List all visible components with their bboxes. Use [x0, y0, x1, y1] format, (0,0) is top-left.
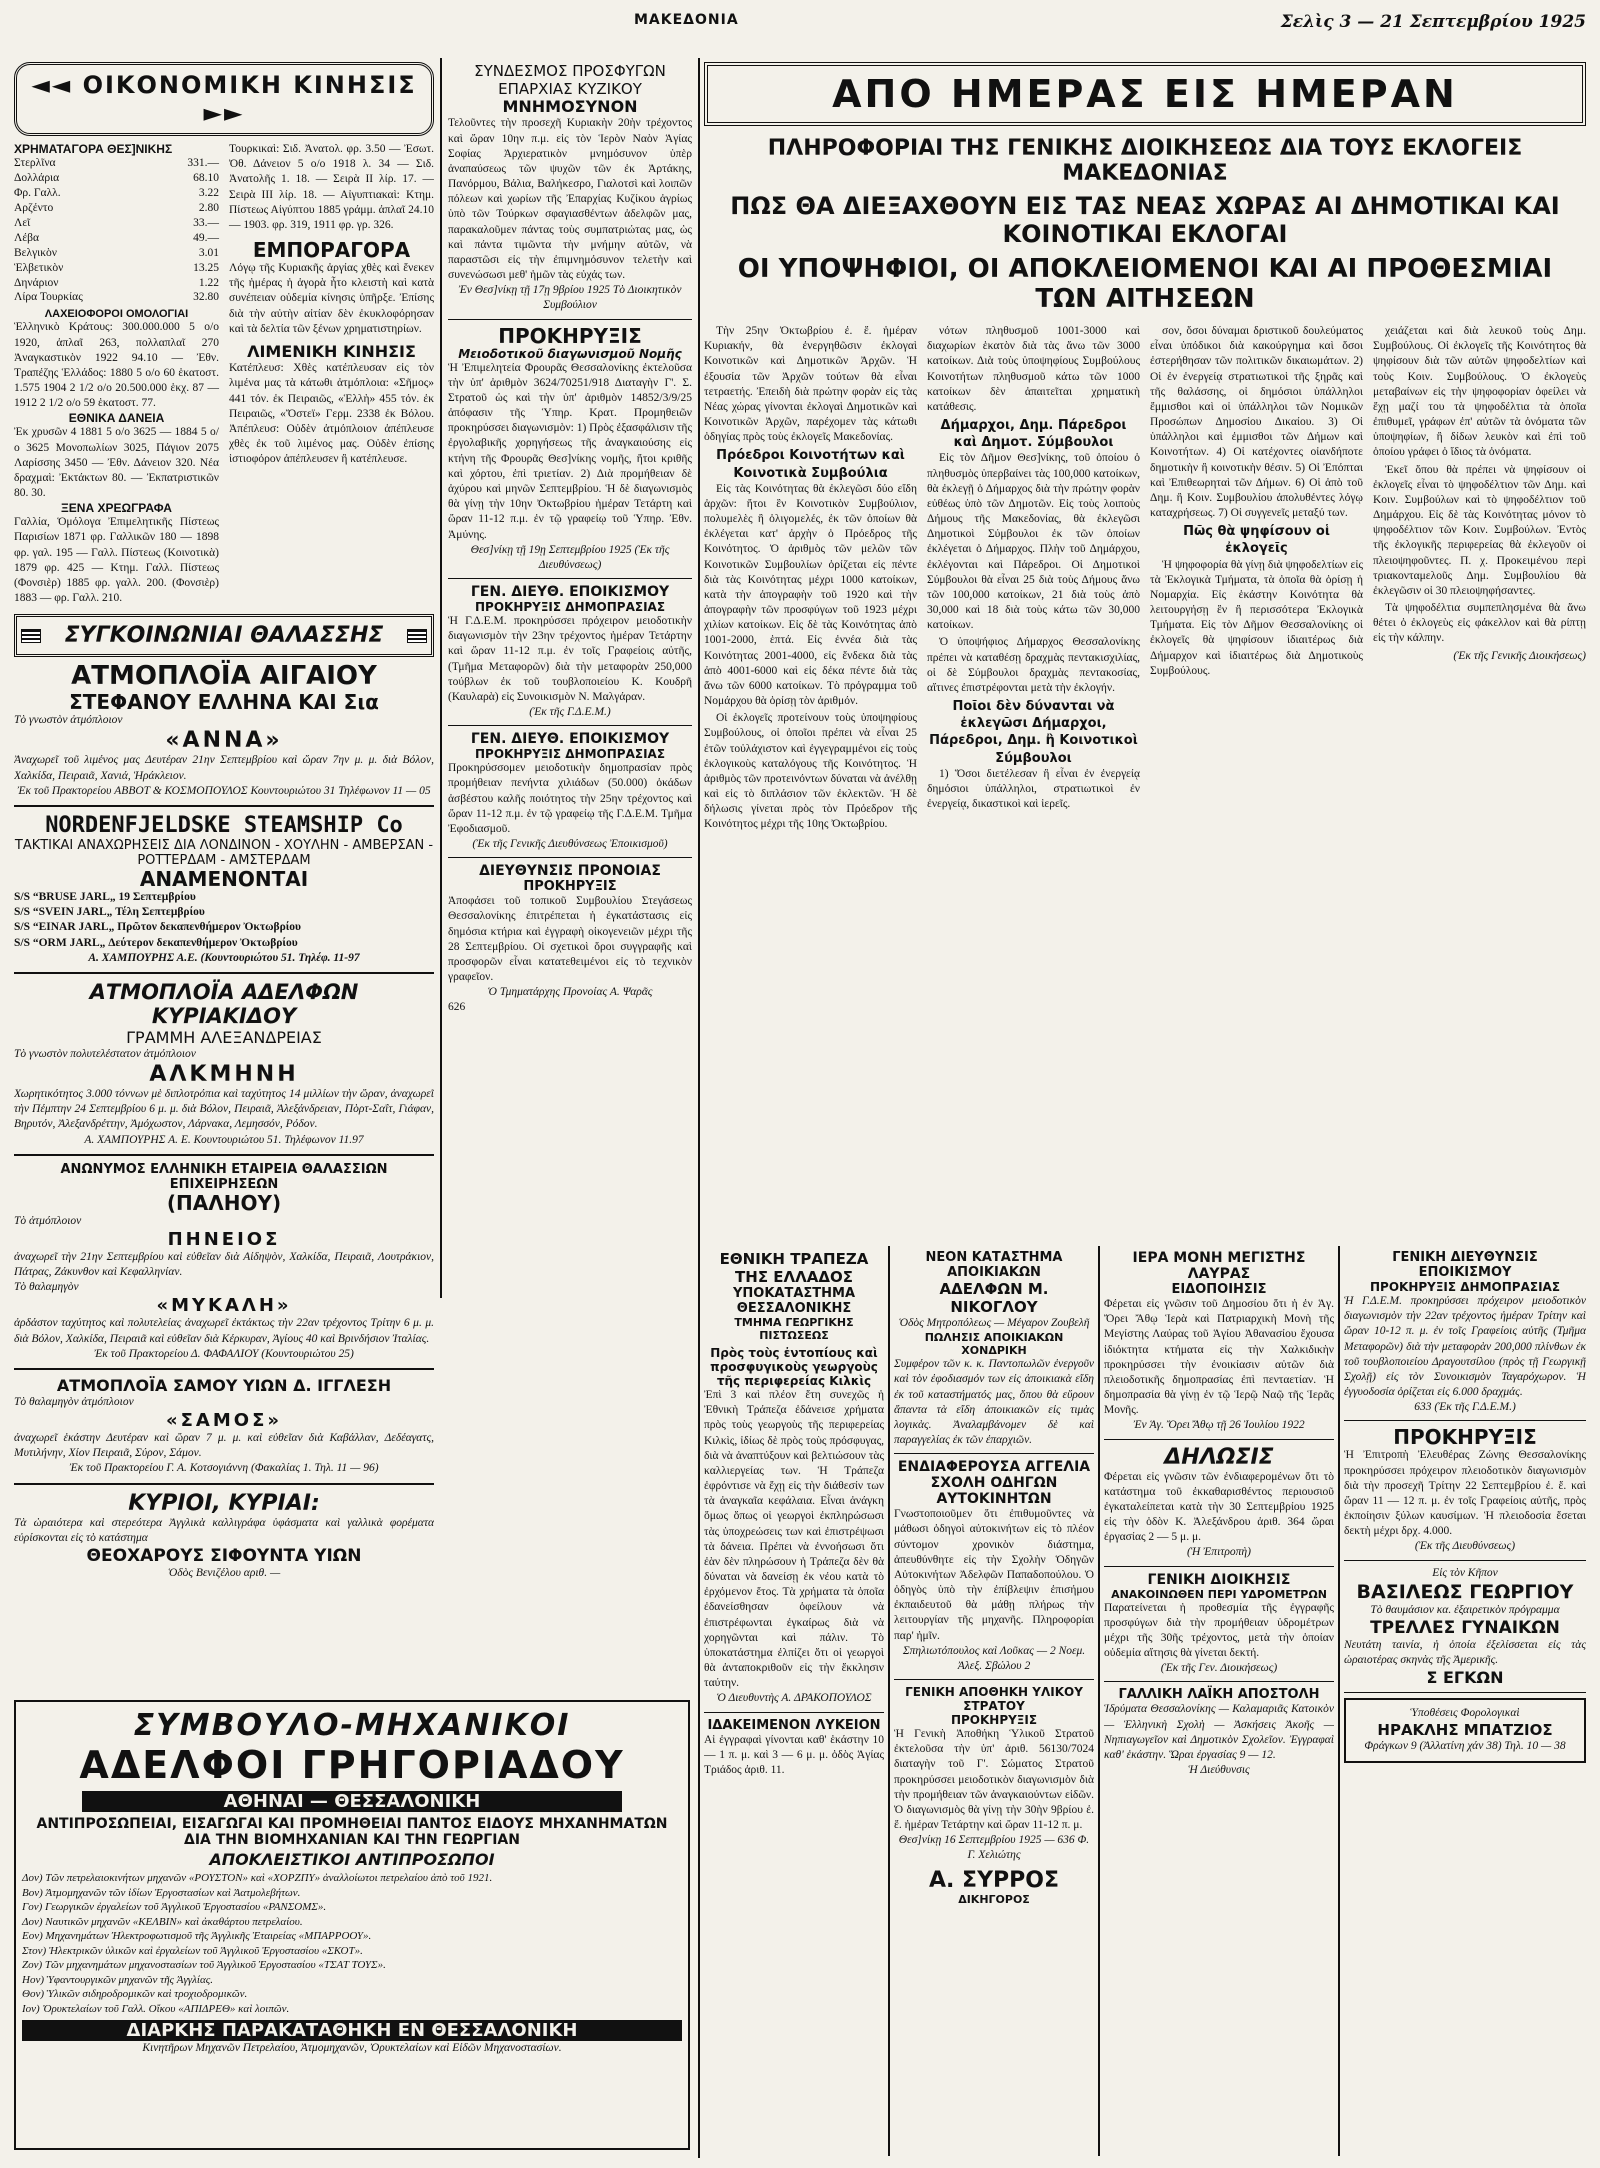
ad-kyr-ship: ΑΛΚΜΗΝΗ — [149, 1062, 299, 1088]
driving-school-header: ΣΧΟΛΗ ΟΔΗΓΩΝ ΑΥΤΟΚΙΝΗΤΩΝ — [930, 1475, 1058, 1508]
cinema-brand: Σ ΕΓΚΩΝ — [1426, 1668, 1504, 1688]
ad-pal-intro: Τὸ ἀτμόπλοιον — [14, 1214, 82, 1227]
bigad-items — [22, 1871, 682, 2016]
port-text: Κατέπλευσ: Χθὲς κατέπλευσαν εἰς τὸν λιμένα μας τὰ κάτωθι ἀτμόπλοια: «Σῆμος» 441 τόν. ἐκ Πειραιῶς, «Ἑλλὴ» 455 τόν. ἐκ Πειραιῶς, «Ὄστεϊ» Γερμ. 2338 ἐκ Βόλου. Ἀπέπλευσ: Οὐδὲν ἀτμόπλοιον ἀπέπλευσε χθὲς ἐκ τοῦ λιμένος μας. Οὐδὲν ἐπίσης ἱστιοφόρον ἀπέπλευσεν ἢ κατέπλευσε. — [229, 362, 434, 466]
ad-sam-agent: Ἐκ τοῦ Πρακτορείου Γ. Α. Κοτσογιάννη (Φακαλίας 1. Τηλ. 11 — 96) — [69, 1462, 379, 1475]
bigad-item: Θον) Ὑλικῶν σιδηροδρομικῶν καὶ τροχιοδρομικῶν. — [22, 1988, 248, 2001]
column-divider — [1098, 1246, 1100, 2156]
bigad-item: Ηον) Ὑφαντουργικῶν μηχανῶν τῆς Ἀγγλίας. — [22, 1973, 213, 1986]
cinema-text2: Νευτάτη ταινία, ἡ ὁποία ἐξελίσσεται εἰς τὰς ὡραιοτέρας σκηνὰς τῆς Ἀμερικῆς. — [1344, 1638, 1586, 1667]
main-sign: (Ἐκ τῆς Γενικῆς Διοικήσεως) — [1453, 649, 1586, 662]
freezone-header: ΠΡΟΚΗΡΥΞΙΣ — [1393, 1425, 1537, 1450]
ad-kyr-text: Χωρητικότητος 3.000 τόννων μὲ διπλοτρόπια καὶ ταχύτητος 14 μιλλίων τὴν ὥραν, ἀναχωρεῖ τὴν Πέμπτην 24 Σεπτεμβρίου 6 μ. μ. διὰ Βόλον, Πειραιᾶ, Ἀλεξάνδρειαν, Πὸρτ-Σαΐτ, Γιάφαν, Βηρυτόν, Ἀλεξανδρέττην, Ἀμόχωστον, Λάρνακα, Λεμησσόν, Ρόδον. — [14, 1088, 434, 1131]
bigad-footer: ΔΙΑΡΚΗΣ ΠΑΡΑΚΑΤΑΘΗΚΗ ΕΝ ΘΕΣΣΑΛΟΝΙΚΗ — [22, 2020, 682, 2041]
proc-header: ΠΡΟΚΗΡΥΞΙΣ — [498, 323, 642, 348]
ship-schedule-item: S/S “SVEIN JARL„ Τέλη Σεπτεμβρίου — [14, 906, 205, 919]
fx-currency: Δολλάρια — [14, 171, 60, 184]
fx-row — [14, 156, 219, 171]
fx-row — [14, 231, 219, 246]
ad-sam-text: ἀναχωρεῖ ἑκάστην Δευτέραν καὶ ὥραν 7 μ. μ. καὶ εὐθεῖαν διὰ Καβάλλαν, Δεδέαγατς, Μυτιλήνην, Χίον Πειραιᾶ, Σύρον, Σάμον. — [14, 1432, 434, 1460]
newspaper-title: ΜΑΚΕΔΟΝΙΑ — [634, 12, 739, 28]
main-col1-p1: Τὴν 25ην Ὀκτωβρίου ἐ. ἔ. ἡμέραν Κυριακήν, θὰ ἐνεργηθῶσιν ἐκλογαὶ Κοινοτικῶν καὶ Δημοτικῶν Ἀρχῶν. Ἡ ἐξουσία τῶν Ἀρχῶν τούτων θὰ εἶναι τετραετής. Ἐπειδὴ διὰ πρώτην φορὰν εἰς τὰς Νέας χώρας γίνονται ἐκλογαὶ Δημοτικῶν καὶ Κοινοτικῶν Ἀρχῶν, παρέχομεν τὰς κάτωθι ὁδηγίας πρὸς τοὺς ἐκλογεῖς Μακεδονίας. — [704, 325, 917, 444]
ad-kyr-agent: Α. ΧΑΜΠΟΥΡΗΣ Α. Ε. Κουντουριώτου 51. Τηλέφωνον 11.97 — [84, 1133, 364, 1146]
sea-transport-header — [14, 614, 434, 657]
monastery-column — [1104, 1250, 1334, 2150]
main-col3-sub: Πῶς θὰ ψηφίσουν οἱ ἐκλογεῖς — [1183, 524, 1330, 557]
bigad-item: Δον) Ναυτικῶν μηχανῶν «ΚΕΛΒΙΝ» καὶ ἀκαθάρτου πετρελαίου. — [22, 1915, 303, 1928]
ad-aegean-agent: Ἐκ τοῦ Πρακτορείου ABBOT & ΚΟΣΜΟΠΟΥΛΟΣ Κουντουριώτου 31 Τηλέφωνον 11 — 05 — [17, 784, 431, 797]
fx-currency: Ἑλβετικὸν — [14, 261, 64, 274]
admin-header: ΓΕΝΙΚΗ ΔΙΟΙΚΗΣΙΣ — [1147, 1571, 1291, 1588]
ad-aegean-text: Ἀναχωρεῖ τοῦ λιμένος μας Δευτέραν 21ην Σεπτεμβρίου καὶ ὥραν 7ην μ. μ. διὰ Βόλον, Χαλκίδα, Πειραιᾶ, Χανιά, Ἡράκλειον. — [14, 754, 434, 782]
fx-currency: Δηνάριον — [14, 276, 59, 289]
ad-kyr-intro: Τὸ γνωστὸν πολυτελέστατον ἀτμόπλοιον — [14, 1047, 196, 1060]
ad-samou — [14, 1376, 434, 1477]
memorial-sign: Ἐν Θεσ]νίκῃ τῇ 17ῃ 9βρίου 1925 Τὸ Διοικητικὸν Συμβούλιον — [458, 284, 682, 312]
monastery-header: ΙΕΡΑ ΜΟΝΗ ΜΕΓΙΣΤΗΣ ΛΑΥΡΑΣ — [1132, 1250, 1306, 1282]
fx-rate: 3.01 — [198, 246, 219, 259]
fx-row — [14, 276, 219, 291]
ad-aegean-ship: «ΑΝΝΑ» — [165, 728, 283, 754]
ship-schedule-item: S/S “BRUSE JARL„ 19 Σεπτεμβρίου — [14, 890, 196, 903]
memorial-header: ΣΥΝΔΕΣΜΟΣ ΠΡΟΣΦΥΓΩΝ ΕΠΑΡΧΙΑΣ ΚΥΖΙΚΟΥ — [474, 62, 666, 98]
shop-header: ΝΕΟΝ ΚΑΤΑΣΤΗΜΑ ΑΠΟΙΚΙΑΚΩΝ — [925, 1250, 1063, 1280]
main-headline-2: ΠΩΣ ΘΑ ΔΙΕΞΑΧΘΟΥΝ ΕΙΣ ΤΑΣ ΝΕΑΣ ΧΩΡΑΣ ΑΙ ΔΗΜΟΤΙΚΑΙ ΚΑΙ ΚΟΙΝΟΤΙΚΑΙ ΕΚΛΟΓΑΙ — [730, 192, 1560, 248]
bigad-line4: ΑΝΤΙΠΡΟΣΩΠΕΙΑΙ, ΕΙΣΑΓΩΓΑΙ ΚΑΙ ΠΡΟΜΗΘΕΙΑΙ ΠΑΝΤΟΣ ΕΙΔΟΥΣ ΜΗΧΑΝΗΜΑΤΩΝ ΔΙΑ ΤΗΝ ΒΙΟΜΗΧΑΝΙΑΝ ΚΑΙ ΤΗΝ ΓΕΩΡΓΙΑΝ — [36, 1816, 668, 1848]
memorial-text: Τελοῦντες τὴν προσεχῆ Κυριακὴν 20ὴν τρέχοντος καὶ ὥραν 10ην π.μ. εἰς τὸν Ἱερὸν Ναὸν Ἁγίας Σοφίας Ἀρχιερατικὸν μνημόσυνον ὑπὲρ ἀναπαύσεως τῶν ψυχῶν τῶν ἐκ Ἀρτάκης, Πανόρμου, Βάλια, Βαλήκεσρο, Γιαλοτσὶ καὶ λοιπῶν πόλεων καὶ χωρίων τῆς Ἐπαρχίας Κυζίκου ἀγρίως ὑπὸ τῶν Τούρκων σφαγιασθέντων ἀδελφῶν μας, παρακαλοῦμεν πάντας τοὺς συμπατριώτας μας, ὡς καὶ πάντα τιμῶντα τὴν μνήμην αὐτῶν, νὰ παραστῶσι εἰς τὴν ἐπιμνημόσυνον τελετὴν καὶ συνενώσωσι μεθ' ἡμῶν τὰς εὐχάς των. — [448, 117, 692, 282]
bank-sign: Ὁ Διευθυντὴς Α. ΔΡΑΚΟΠΟΥΛΟΣ — [716, 1692, 872, 1705]
lyceum-header: ΙΔΑΚΕΙΜΕΝΟΝ ΛΥΚΕΙΟΝ — [707, 1717, 881, 1733]
main-col1-p2: Εἰς τὰς Κοινότητας θὰ ἐκλεγῶσι δύο εἴδη ἀρχῶν: ἤτοι ἓν Κοινοτικὸν Συμβούλιον, πολυμελὲς ἢ ὀλιγομελές, ἐκ τῶν ὁποίων θὰ ἐκλέγεται κατ' ἀρχὴν ὁ Πρόεδρος τῆς Κοινότητος. Ὁ ἀριθμὸς τῶν μελῶν τῶν Κοινοτικῶν Συμβουλίων ὁρίζεται εἰς πέντε διὰ τὰς Κοινότητας μέχρι 1000 κατοίκων, κατὰ τὴν ἀπογραφὴν τοῦ 1920 καὶ τὴν ἀπογραφὴν τῶν προσφύγων τοῦ 1923 μέχρι χιλίων κατοίκων. Εἰς δὲ τὰς Κοινότητας ἀπὸ 1001-2000, ἑπτά. Εἰς ἐννέα διὰ τὰς Κοινότητας 2001-4000, εἰς ἕνδεκα διὰ τὰς ἀπὸ 4001-6000 καὶ εἰς δέκα πέντε διὰ τὰς ἄνω τῶν 6000 κατοίκων. Τὸ πρόγραμμα τοῦ Νομάρχου θὰ ὁρίσῃ τὸν ἀριθμόν. — [704, 482, 917, 708]
lawyer-name: Α. ΣΥΡΡΟΣ — [929, 1867, 1059, 1893]
bigad-line5: ΑΠΟΚΛΕΙΣΤΙΚΟΙ ΑΝΤΙΠΡΟΣΩΠΟΙ — [209, 1850, 495, 1869]
flag-icon — [21, 629, 41, 643]
fx-rate: 331.— — [187, 157, 219, 169]
main-col3-p2: Ἡ ψηφοφορία θὰ γίνῃ διὰ ψηφοδελτίων εἰς τὰ Ἐκλογικὰ Τμήματα, τὰ ὁποῖα θὰ ὁρίσῃ ἡ Νομαρχία. Εἰς ἑκάστην Κοινότητα θὰ λειτουργήσῃ ἓν ἢ περισσότερα Ἐκλογικὰ Τμήματα. Εἰς τὸν Δῆμον Θεσσαλονίκης οἱ ἐκλογεῖς θὰ ψηφίσουν ἰδιαιτέρως διὰ Δήμαρχον καὶ ἰδιαιτέρως διὰ Δημοτικοὺς Συμβούλους. — [1150, 558, 1363, 677]
main-col2-p1: νότων πληθυσμοῦ 1001-3000 καὶ διαχωρίων ἑκατὸν διὰ τὰς ἄνω τῶν 3000 κατοίκων. Διὰ τοὺς ὑποψηφίους Συμβούλους Κοινοτήτων πληθυσμοῦ κάτω τῶν 1000 κατοίκων δὲν ἀπαιτεῖται χρηματικὴ κατάθεσις. — [927, 325, 1140, 413]
masthead — [14, 4, 1586, 44]
cinema-intro: Εἰς τὸν Κῆπον — [1432, 1566, 1498, 1579]
fx-rate: 68.10 — [193, 171, 219, 184]
french-mission-header: ΓΑΛΛΙΚΗ ΛΑΪΚΗ ΑΠΟΣΤΟΛΗ — [1118, 1687, 1320, 1703]
economy-header: ◄◄ ΟΙΚΟΝΟΜΙΚΗ ΚΙΝΗΣΙΣ ►► — [14, 62, 434, 136]
ad-sifounta — [14, 1491, 434, 1582]
ad-header: ΕΝΔΙΑΦΕΡΟΥΣΑ ΑΓΓΕΛΙΑ — [897, 1459, 1091, 1476]
ad-pal-sub: (ΠΑΛΗΟΥ) — [166, 1190, 282, 1215]
ad-pal-title: ΑΝΩΝΥΜΟΣ ΕΛΛΗΝΙΚΗ ΕΤΑΙΡΕΙΑ ΘΑΛΑΣΣΙΩΝ ΕΠΙΧΕΙΡΗΣΕΩΝ — [60, 1161, 388, 1192]
ad-pal-text: ἀναχωρεῖ τὴν 21ην Σεπτεμβρίου καὶ εὐθεῖαν διὰ Αἰδηψὸν, Χαλκίδα, Πειραιᾶ, Λουτράκιον, Πάτρας, Ζάκυνθον καὶ Κεφαλληνίαν. — [14, 1250, 434, 1279]
gen-sub: ΠΡΟΚΗΡΥΞΙΣ ΔΗΜΟΠΡΑΣΙΑΣ — [474, 600, 666, 615]
tax-name: ΗΡΑΚΛΗΣ ΜΠΑΤΖΙΟΣ — [1377, 1721, 1553, 1740]
lyceum-text: Αἱ ἐγγραφαὶ γίνονται καθ' ἑκάστην 10 — 1 π. μ. καὶ 3 — 6 μ. μ. ὁδὸς Ἁγίας Τριάδος ἀριθ. 11. — [704, 1733, 884, 1776]
main-col2-sub: Δήμαρχοι, Δημ. Πάρεδροι καὶ Δημοτ. Σύμβουλοι — [940, 418, 1127, 451]
ad-aegean — [14, 661, 434, 799]
fx-row — [14, 201, 219, 216]
ad-nordenfjeldske — [14, 813, 434, 966]
army-text: Ἡ Γενικὴ Ἀποθήκη Ὑλικοῦ Στρατοῦ ἐκτελοῦσα τὴν ὑπ' ἀριθ. 56130/7024 διαταγὴν τοῦ Γ'. Σώματος Στρατοῦ προκηρύσσει μειοδοτικὸν διαγωνισμὸν διὰ τὴν προμήθειαν τῶν ἀναγκαιούντων εἰδῶν. Ὁ διαγωνισμὸς θὰ γίνῃ τὴν 30ὴν 9βρίου ἐ. ἔ. ἡμέραν Τετάρτην καὶ ὥραν 11-12 π. μ. — [894, 1728, 1094, 1832]
declaration-text: Φέρεται εἰς γνῶσιν τῶν ἐνδιαφερομένων ὅτι τὸ κατάστημα τοῦ ἐκκαθαρισθέντος περιουσιοῦ ἐγκαταλείπεται κατὰ τὴν 30 Σεπτεμβρίου 1925 εἰς τὴν ὁδὸν Κ. Ἀλεξάνδρου ἀριθ. 364 ὥραι ἐργασίας 2 — 5 μ. μ. — [1104, 1470, 1334, 1544]
main-col3-p1: σον, ὅσοι δύναμαι δριστικοῦ δουλεύματος εἶναι ὑπόδικοι διὰ κακούργημα καὶ ὅσοι ἐστερήθησαν τῶν πολιτικῶν δικαιωμάτων. 2) Οἱ ἐν ἐνεργείᾳ στρατιωτικοὶ τῆς ξηρᾶς καὶ τῆς θαλάσσης, οἱ δημόσιοι ὑπάλληλοι ἔμμισθοι καὶ οἱ ὑπάλληλοι τῶν Νομικῶν Προσώπων Δημοσίου Δικαίου. 3) Οἱ ὑπάλληλοι καὶ ἐμμισθοι τῶν Δήμων καὶ Κοινοτήτων. 4) Οἱ κατέχοντες οἰανδήποτε δημοτικὴν ἢ κοινοτικὴν θέσιν. 5) Οἱ Ἐπόπται καὶ Ἐπιθεωρηταὶ τῶν Δήμων. 6) Οἱ ἀπὸ τοῦ Δημ. ἢ Κοιν. Συμβουλίου ἀπολυθέντες λόγῳ καταχρήσεως. 7) Οἱ συγγενεῖς μεταξύ των. — [1150, 325, 1363, 520]
ship-schedule-item: S/S “EINAR JARL„ Πρῶτον δεκαπενθήμερον Ὀκτωβρίου — [14, 921, 302, 934]
admin-sign: (Ἐκ τῆς Γεν. Διοικήσεως) — [1160, 1662, 1278, 1675]
settlement-sub: ΠΡΟΚΗΡΥΞΙΣ ΔΗΜΟΠΡΑΣΙΑΣ — [1369, 1280, 1561, 1294]
fx-row — [14, 246, 219, 261]
monastery-sign: Ἐν Ἁγ. Ὄρει Ἄθῳ τῇ 26 Ἰουλίου 1922 — [1133, 1419, 1305, 1432]
prov-text: Ἀποφάσει τοῦ τοπικοῦ Συμβουλίου Στεγάσεως Θεσσαλονίκης ἐπιτρέπεται ἡ ἐγκατάστασις εἰς δημόσια κτήρια καὶ ἐγγραφὴ οἰκογενειῶν μέχρι τῆς 28 Σεπτεμβρίου. Οἱ σχετικοὶ ὅροι συγγραφῆς καὶ προσφορῶν εἶναι κατατεθειμένοι εἰς τὸ τεχνικὸν γραφεῖον. — [448, 895, 692, 984]
gen-header: ΓΕΝ. ΔΙΕΥΘ. ΕΠΟΙΚΙΣΜΟΥ — [470, 584, 670, 601]
army-sign: Θεσ]νίκῃ 16 Σεπτεμβρίου 1925 — 636 Φ. Γ. Χελιώτης — [898, 1834, 1090, 1862]
shop-text: Συμφέρον τῶν κ. κ. Παντοπωλῶν ἐνεργοῦν καὶ τὸν ἐφοδιασμόν των εἰς ἀποικιακὰ εἴδη ἐκ τοῦ καταστήματός μας, ὅπου θὰ εὕρουν ἅπαντα τὰ εἴδη ἀποικιακῶν εἰς τιμὰς λογικὰς. Ἀναλαμβάνομεν δὲ καὶ παραγγελίας ἐκ τῶν ἐπαρχιῶν. — [894, 1358, 1094, 1447]
freezone-sign: (Ἐκ τῆς Διευθύνσεως) — [1414, 1540, 1516, 1553]
cinema-film: ΤΡΕΛΛΕΣ ΓΥΝΑΙΚΩΝ — [1370, 1617, 1560, 1638]
grigoriadou-ad — [14, 1700, 690, 2150]
ad-sif-text: Τὰ ὡραιότερα καὶ στερεότερα Ἀγγλικὰ καλλιγράφα ὑφάσματα καὶ γαλλικὰ φορέματα εὐρίσκονται εἰς τὸ κατάστημα — [14, 1516, 434, 1544]
ad-kyr-sub: ΓΡΑΜΜΗ ΑΛΕΞΑΝΔΡΕΙΑΣ — [126, 1027, 322, 1047]
ad-sif-title: ΚΥΡΙΟΙ, ΚΥΡΙΑΙ: — [128, 1490, 320, 1516]
settlement-sign: 633 (Ἐκ τῆς Γ.Δ.Ε.Μ.) — [1414, 1401, 1516, 1414]
bigad-item: Ζον) Τῶν μηχανημάτων μηχανοστασίων τοῦ Ἀγγλικοῦ Ἐργοστασίου «ΤΣΑΤ ΤΟΥΣ». — [22, 1959, 386, 1972]
ad-aegean-title: ΑΤΜΟΠΛΟΪΑ ΑΙΓΑΙΟΥ — [71, 661, 377, 692]
bonds-text: Ἑλληνικὸ Κράτους: 300.000.000 5 ο/ο 1920, ἀπλαῖ 263, πολλαπλαῖ 270 Ἀναγκαστικὸν 1922 94.10 — Ἐθν. Τραπέζης Ἑλλάδος: 1880 5 ο/ο 60 ἑκατοστ. 1.575 1904 2 1/2 ο/ο 20.500.000 ἑκχ. 87 — 1912 2 1/2 ο/ο 59 ἑκατοστ. 77. — [14, 321, 219, 410]
column-divider — [1338, 1246, 1340, 2156]
bank-column — [704, 1250, 884, 2150]
lawyer-title: ΔΙΚΗΓΟΡΟΣ — [958, 1892, 1030, 1906]
national-header: ΕΘΝΙΚΑ ΔΑΝΕΙΑ — [68, 411, 165, 426]
ad-sam-intro: Τὸ θαλαμηγὸν ἀτμόπλοιον — [14, 1395, 134, 1408]
ad-sif-addr: Ὁδὸς Βενιζέλου αριθ. — — [167, 1566, 281, 1579]
tax-ad — [1344, 1698, 1586, 1762]
bank-sub2: ΤΜΗΜΑ ΓΕΩΡΓΙΚΗΣ ΠΙΣΤΩΣΕΩΣ — [734, 1316, 854, 1342]
market-header: ΕΜΠΟΡΑΓΟΡΑ — [252, 238, 411, 263]
gen2-sign: (Ἐκ τῆς Γενικῆς Διευθύνσεως Ἐποικισμοῦ) — [472, 838, 668, 851]
shop-sub2: ΠΩΛΗΣΙΣ ΑΠΟΙΚΙΑΚΩΝ ΧΟΝΔΡΙΚΗ — [924, 1331, 1064, 1358]
tax-sub: Ὑποθέσεις Φορολογικαὶ — [1410, 1707, 1520, 1720]
ad-aegean-sub: ΣΤΕΦΑΝΟΥ ΕΛΛΗΝΑ ΚΑΙ Σια — [69, 690, 379, 715]
bigad-item: Εον) Μηχανημάτων Ἠλεκτροφωτισμοῦ τῆς Ἀγγλικῆς Ἑταιρείας «ΜΠΑΡΡΟΟΥ». — [22, 1930, 372, 1943]
fx-currency: Βελγικὸν — [14, 246, 57, 259]
prov-header: ΔΙΕΥΘΥΝΣΙΣ ΠΡΟΝΟΙΑΣ — [479, 863, 661, 880]
shop-column — [894, 1250, 1094, 2150]
cinema-title: ΒΑΣΙΛΕΩΣ ΓΕΩΡΓΙΟΥ — [1356, 1580, 1574, 1603]
french-mission-sign: Ἡ Διεύθυνσις — [1188, 1764, 1250, 1777]
foreign-text: Γαλλία, Ὁμόλογα Ἐπιμελητικῆς Πίστεως Παρισίων 1871 φρ. Γαλλικῶν 180 — 1898 φρ. γαλ. 195 — Γαλλ. Πίστεως (Κοινοτικὰ) 1879 φρ. 425 — Κτημ. Γαλλ. Πίστεως (Φονσιὲρ) 1885 φρ. γαλλ. 200. (Φονσιὲρ) 1883 — φρ. Γαλλ. 210. — [14, 516, 219, 605]
cinema-text: Τὸ θαυμάσιον κα. ἐξαιρετικὸν πρόγραμμα — [1370, 1603, 1560, 1616]
main-col2-p3: Ὁ ὑποψήφιος Δήμαρχος Θεσσαλονίκης πρέπει νὰ καταθέσῃ δραχμὰς πεντακισχιλίας, οἱ δὲ Σύμβουλοι δραχμὰς πεντακοσίας, αἵτινες ἐπιστρέφονται μετὰ τὴν ἐκλογήν. — [927, 636, 1140, 694]
flag-icon — [407, 629, 427, 643]
bigad-line2: ΑΔΕΛΦΟΙ ΓΡΗΓΟΡΙΑΔΟΥ — [79, 1743, 625, 1787]
bonds-header: ΛΑΧΕΙΟΦΟΡΟΙ ΟΜΟΛΟΓΙΑΙ — [44, 308, 189, 321]
ad-kyriakidou — [14, 980, 434, 1148]
ad-paleou — [14, 1162, 434, 1362]
shop-address: Ὁδὸς Μητροπόλεως — Μέγαρον Ζουβελῆ — [898, 1317, 1090, 1329]
foreign-header: ΞΕΝΑ ΧΡΕΩΓΡΑΦΑ — [61, 501, 172, 516]
proc-sub: Μειοδοτικοῦ διαγωνισμοῦ Νομῆς — [458, 346, 682, 361]
main-headline-3: ΟΙ ΥΠΟΨΗΦΙΟΙ, ΟΙ ΑΠΟΚΛΕΙΟΜΕΝΟΙ ΚΑΙ ΑΙ ΠΡΟΘΕΣΜΙΑΙ ΤΩΝ ΑΙΤΗΣΕΩΝ — [737, 254, 1553, 314]
ad-sam-ship: «ΣΑΜΟΣ» — [166, 1410, 282, 1432]
fx-rate: 1.22 — [198, 276, 219, 289]
fx-rate: 13.25 — [193, 261, 219, 274]
fx-row — [14, 186, 219, 201]
fx-rate: 49.— — [193, 231, 219, 244]
gen-sign: (Ἐκ τῆς Γ.Δ.Ε.Μ.) — [529, 706, 611, 719]
ad-nord-title: NORDENFJELDSKE STEAMSHIP Co — [45, 812, 403, 838]
bank-headline: Πρὸς τοὺς ἐντοπίους καὶ προσφυγικοὺς γεωργοὺς τῆς περιφερείας Κιλκὶς — [710, 1346, 878, 1388]
main-col1-sub: Πρόεδροι Κοινοτήτων καὶ Κοινοτικὰ Συμβούλια — [716, 448, 905, 481]
main-headline-1: ΠΛΗΡΟΦΟΡΙΑΙ ΤΗΣ ΓΕΝΙΚΗΣ ΔΙΟΙΚΗΣΕΩΣ ΔΙΑ ΤΟΥΣ ΕΚΛΟΓΕΙΣ ΜΑΚΕΔΟΝΙΑΣ — [767, 136, 1523, 186]
fx-currency: Αρζέντο — [14, 201, 54, 214]
ad-pal-intro2: Τὸ θαλαμηγὸν — [14, 1281, 79, 1294]
proc-text: Ἡ Ἐπιμελητεία Φρουρᾶς Θεσσαλονίκης ἐκτελοῦσα τὴν ὑπ' ἀριθμὸν 3624/70251/918 Διαταγὴν Γ'. Σ. Στρατοῦ ὡς καὶ τὴν ὑπ' ἀριθμὸν 14852/3/9/25 ἀπόφασιν τῆς Ὑπηρ. Κρατ. Προμηθειῶν προκηρύσσει διαγωνισμὸν: 1) Πρὸς ἐξασφάλισιν τῆς ἐργολαβικῆς χορηγήσεως τῆς ἀναγκαιούσης εἰς κτήνη τῆς Φρουρᾶς Θεσ]νίκης νομῆς, ἤτοι κριθῆς καὶ χόρτου, ἐπὶ τριετίαν. 2) Διὰ προμήθειαν δὲ ἀχύρου καὶ μηνῶν Σεπτεμβρίου. Ἡ δὲ διαγωνισμὸς θὰ γίνῃ τὴν 10ην Ὀκτωβρίου ἡμέραν Τετάρτη καὶ ὥραν 11-12 π.μ. ἐν τῷ γραφείῳ τοῦ Ὑπηρ. Ἐθν. Ἀμύνης. — [448, 361, 692, 541]
monastery-text: Φέρεται εἰς γνῶσιν τοῦ Δημοσίου ὅτι ἡ ἐν Ἁγ. Ὄρει Ἄθῳ Ἱερὰ καὶ Πατριαρχικὴ Μονὴ τῆς Μεγίστης Λαύρας τοῦ Ἁγίου Ἀθανασίου ἔχουσα ἰδιόκτητα κτήματα εἰς τὴν Χαλκιδικὴν προκηρύσσει τὴν ἐνοικίασιν αὐτῶν διὰ πλειοδοτικῆς δημοπρασίας ἐπὶ πενταετίαν. Ἡ δημοπρασία θὰ γίνῃ ἐν τῷ Ἱερῷ Ναῷ τῆς Ἱερᾶς Μονῆς. — [1104, 1298, 1334, 1417]
fx-row — [14, 216, 219, 231]
monastery-sub: ΕΙΔΟΠΟΙΗΣΙΣ — [1171, 1282, 1267, 1297]
prov-sub: ΠΡΟΚΗΡΥΞΙΣ — [523, 879, 617, 895]
fx-rate: 32.80 — [193, 291, 219, 304]
army-sub: ΠΡΟΚΗΡΥΞΙΣ — [950, 1713, 1038, 1728]
declaration-sign: (Ἡ Ἐπιτροπὴ) — [1187, 1546, 1251, 1559]
fx-currency: Φρ. Γαλλ. — [14, 186, 61, 199]
ad-nord-agent: Α. ΧΑΜΠΟΥΡΗΣ Α.Ε. (Κουντουριώτου 51. Τηλέφ. 11-97 — [88, 951, 360, 964]
fx-rate: 33.— — [193, 216, 219, 229]
main-col2-p4: 1) Ὅσοι διετέλεσαν ἢ εἶναι ἐν ἐνεργείᾳ δημόσιοι ὑπάλληλοι, στρατιωτικοὶ ἐν ἐνεργείᾳ, δικαστικοὶ καὶ ἱερεῖς. — [927, 767, 1140, 811]
econ-right-text: Τουρκικαὶ: Σιδ. Ἀνατολ. φρ. 3.50 — Ἐσωτ. Ὀθ. Δάνειον 5 ο/ο 1918 λ. 34 — Σιδ. Ἀνατολῆς 1. 18. — Σειρὰ II λίρ. 17. — Σειρὰ III λίρ. 18. — Αἰγυπτιακαὶ: Κτημ. Πίστεως Αἰγύπτου 1885 γράμμ. ἀπλαῖ 24.10 — 1903. φρ. 319, 1911 φρ. γρ. 326. — [229, 143, 434, 231]
shop-sub: ΑΔΕΛΦΩΝ Μ. ΝΙΚΟΓΛΟΥ — [939, 1280, 1049, 1316]
main-col4-p3: Τὰ ψηφοδέλτια συμπεπλησμένα θὰ ἄνω θέτει ὁ ἐκλογεὺς εἰς φάκελλον καὶ θὰ ρίπτῃ εἰς τὴν κάλπην. — [1373, 602, 1586, 645]
gen2-header: ΓΕΝ. ΔΙΕΥΘ. ΕΠΟΙΚΙΣΜΟΥ — [470, 731, 670, 748]
ad-pal-agent: Ἐκ τοῦ Πρακτορείου Δ. ΦΑΦΑΛΙΟΥ (Κουντουριώτου 25) — [94, 1347, 354, 1360]
bigad-item: Γον) Γεωργικῶν ἐργαλείων τοῦ Ἀγγλικοῦ Ἐργοστασίου «ΡΑΝΣΟΜΣ». — [22, 1901, 327, 1914]
right-column — [1344, 1250, 1586, 2150]
bigad-line1: ΣΥΜΒΟΥΛΟ-ΜΗΧΑΝΙΚΟΙ — [133, 1708, 571, 1743]
ad-pal-ship2: «ΜΥΚΑΛΗ» — [156, 1295, 292, 1317]
ad-aegean-intro: Τὸ γνωστὸν ἀτμόπλοιον — [14, 714, 123, 727]
prov-sign: Ὁ Τμηματάρχης Προνοίας Α. Ψαρᾶς — [487, 986, 653, 999]
column-left — [14, 62, 434, 1692]
french-mission-text: Ἱδρύματα Θεσσαλονίκης — Καλαμαριᾶς Κατοικὸν — Ἑλληνικὴ Σχολὴ — Ἀσκήσεις Ἀκοῆς — Νηπιαγωγεῖον καὶ Δημοτικὸν Σχολεῖον. Ἐγγραφαὶ καθ' ἑκάστην. Ὥραι ἐργασίας 9 — 12. — [1104, 1703, 1334, 1761]
proc-sign: Θεσ]νίκῃ τῇ 19ῃ Σεπτεμβρίου 1925 (Ἐκ τῆς Διευθύνσεως) — [470, 543, 670, 571]
bigad-line3: ΑΘΗΝΑΙ — ΘΕΣΣΑΛΟΝΙΚΗ — [82, 1791, 622, 1812]
bigad-item: Ιον) Ὀρυκτελαίων τοῦ Γαλλ. Οἴκου «ΑΠΙΔΡΕΘ» καὶ λοιπῶν. — [22, 2002, 290, 2015]
main-banner: ΑΠΟ ΗΜΕΡΑΣ ΕΙΣ ΗΜΕΡΑΝ — [704, 62, 1586, 126]
bank-text: Ἐπὶ 3 καὶ πλέον ἔτη συνεχῶς ἡ Ἐθνικὴ Τράπεζα ἐδάνεισε χρήματα πρὸς τοὺς γεωργοὺς τῆς περιφερείας Κιλκὶς, ἰδίως δὲ πρὸς τοὺς πρόσφυγας, διὰ νὰ ἀναπτύξουν καὶ βελτιώσουν τὰς καλλιεργείας των. Ἡ Τράπεζα ἐφρόντισε νὰ ἔχῃ εἰς τὴν διάθεσίν των τὰ ἀναγκαῖα κεφάλαια. Εἶναι ἀνάγκη ὅμως ὅπως οἱ γεωργοὶ ἐκπληρώσωσι τὰς ὑποχρεώσεις των καὶ ἐπιστρέψωσι τὰ δάνεια. Πρέπει νὰ ἐννοήσωσι ὅτι ἐὰν δὲν πληρώσουν ἡ Τράπεζα δὲν θὰ δύναται νὰ δανείσῃ ἐκ νέου κατὰ τὸ ἐρχόμενον ἔτος. Τὰ χρήματα τὰ ὁποῖα ἐδανείσθησαν ὀφείλουν νὰ ἐπιστρέφωνται ἐγκαίρως διὰ νὰ χορηγῶνται καὶ πάλιν. Τὸ ὑποκατάστημα ἐλπίζει ὅτι οἱ γεωργοὶ θὰ ἀνταποκριθοῦν εἰς τὴν ἔκκλησιν ταύτην. — [704, 1389, 884, 1690]
bigad-item: Στον) Ἠλεκτρικῶν ὑλικῶν καὶ ἐργαλείων τοῦ Ἀγγλικοῦ Ἐργοστασίου «ΣΚΟΤ». — [22, 1944, 363, 1957]
bank-sub: ΥΠΟΚΑΤΑΣΤΗΜΑ ΘΕΣΣΑΛΟΝΙΚΗΣ — [732, 1286, 856, 1316]
gen2-sub: ΠΡΟΚΗΡΥΞΙΣ ΔΗΜΟΠΡΑΣΙΑΣ — [474, 747, 666, 762]
bigad-item: Δον) Τῶν πετρελαιοκινήτων μηχανῶν «ΡΟΥΣΤΟΝ» καὶ «ΧΟΡΖΠΥ» ἀναλλοίωτοι πετρελαίου ἀπὸ τοῦ 1921. — [22, 1872, 493, 1884]
ad-nord-ships — [14, 890, 434, 951]
fx-row — [14, 171, 219, 186]
market-text: Λόγῳ τῆς Κυριακῆς ἀργίας χθὲς καὶ ἕνεκεν τῆς ἡμέρας ἡ ἀγορὰ ἦτο κλειστὴ καὶ κατὰ συνέπειαν οὐδεμία κίνησις ὑπῆρξε. Ἐπίσης διὰ τὴν αὐτὴν αἰτίαν δὲν ἐκυκλοφόρησαν καὶ τὰ δελτία τῶν ξένων χρηματιστηρίων. — [229, 262, 434, 335]
ad-pal-text2: ἀρδάστον ταχύτητος καὶ πολυτελείας ἀναχωρεῖ ἐκτάκτως τὴν 22αν τρέχοντος Τρίτην 6 μ. μ. διὰ Βόλον, Χαλκίδα, Πειραιᾶ καὶ εὐθεῖαν διὰ Κέρκυραν, Ἀγίους 40 καὶ Βρινδήσιον Ἰταλίας. — [14, 1317, 434, 1345]
main-col2-sub2: Ποῖοι δὲν δύνανται νὰ ἐκλεγῶσι Δήμαρχοι, Πάρεδροι, Δημ. ἢ Κοινοτικοὶ Σύμβουλοι — [929, 699, 1138, 766]
freezone-text: Ἡ Ἐπιτροπὴ Ἐλευθέρας Ζώνης Θεσσαλονίκης προκηρύσσει πρόχειρον πλειοδοτικὸν διαγωνισμὸν διὰ τὴν προσεχῆ Τρίτην 22 Σεπτεμβρίου ἐ. ἔ. καὶ ὥραν 11 — 12 π. μ. ἐν τοῖς Γραφείοις αὐτῆς, πρὸς ἐκποίησιν ξύλων καυσίμων. Ἡ πλειοδοσία ἔσεται δεκτὴ μέχρι δρχ. 4.000. — [1344, 1449, 1586, 1538]
admin-text: Παρατείνεται ἡ προθεσμία τῆς ἐγγραφῆς προσφύγων διὰ τὴν προμήθειαν ὑδρομέτρων μέχρι τῆς 30ῆς τρέχοντος, μετὰ τὴν ὁποίαν οὐδεμία αἴτησις θὰ γίνεται δεκτή. — [1104, 1601, 1334, 1660]
driving-school-text: Γνωστοποιοῦμεν ὅτι ἐπιθυμοῦντες νὰ μάθωσι ὁδηγοὶ αὐτοκινήτων εἰς τὸ πλέον σύντομον χρονικὸν διάστημα, ἀπευθύνθητε εἰς τὴν Σχολὴν Ὁδηγῶν Αὐτοκινήτων Ἀδελφῶν Παπαδοπούλου. Ὁ ὁδηγὸς ὑπὸ τὴν ἐπίβλεψιν ἐπισήμου ἐκπαιδευτοῦ θὰ μάθῃ πλήρως τὴν λειτουργίαν τῆς μηχανῆς. Πληροφορίαι παρ' ἡμῖν. — [894, 1508, 1094, 1642]
fx-rate: 2.80 — [198, 201, 219, 214]
page-date: Σελὶς 3 — 21 Σεπτεμβρίου 1925 — [1280, 12, 1586, 32]
column-notices — [448, 62, 692, 1242]
ad-nord-head: ΑΝΑΜΕΝΟΝΤΑΙ — [139, 866, 309, 891]
ship-schedule-item: S/S “ORM JARL„ Δεύτερον δεκαπενθήμερον Ὀκτωβρίου — [14, 936, 298, 949]
settlement-header: ΓΕΝΙΚΗ ΔΙΕΥΘΥΝΣΙΣ ΕΠΟΙΚΙΣΜΟΥ — [1392, 1250, 1538, 1280]
column-divider — [888, 1246, 890, 2156]
main-article — [704, 62, 1586, 1242]
driving-school-sign: Σπηλιωτόπουλος καὶ Λοῦκας — 2 Νοεμ. Ἀλεξ. Σβώλου 2 — [902, 1644, 1086, 1672]
fx-list — [14, 156, 219, 305]
fx-currency: Λέβα — [14, 231, 40, 244]
ad-sif-shop: ΘΕΟΧΑΡΟΥΣ ΣΙΦΟΥΝΤΑ ΥΙΩΝ — [86, 1545, 362, 1566]
sea-transport-title: ΣΥΓΚΟΙΝΩΝΙΑΙ ΘΑΛΑΣΣΗΣ — [64, 623, 384, 649]
fx-currency: Στερλῖνα — [14, 157, 56, 169]
tax-address: Φράγκων 9 (Ἀλλατίνη χάν 38) Τηλ. 10 — 38 — [1364, 1740, 1566, 1753]
declaration-header: ΔΗΛΩΣΙΣ — [1164, 1444, 1274, 1470]
ad-kyr-title: ΑΤΜΟΠΛΟΪΑ ΑΔΕΛΦΩΝ ΚΥΡΙΑΚΙΔΟΥ — [89, 979, 359, 1028]
settlement-text: Ἡ Γ.Δ.Ε.Μ. προκηρύσσει πρόχειρον μειοδοτικὸν διαγωνισμὸν τὴν 22αν τρέχοντος ἡμέραν Τρίτην καὶ ὥραν 10-12 π. μ. ἐν τοῖς Γραφείοις αὐτῆς (Τμῆμα Μεταφορῶν) διὰ τὴν μεταφορὰν 200,000 πλίνθων ἐκ τοῦ τουβλοποιείου Δραγουτσίλου (πρὸς τῇ Γεωργικῇ Σχολῇ) εἰς τὸν Συνοικισμὸν Ταγαρόχωρον. Ἡ ἐγγυοδοσία ὁρίζεται εἰς 6.000 δραχμάς. — [1344, 1295, 1586, 1399]
army-header: ΓΕΝΙΚΗ ΑΠΟΘΗΚΗ ΥΛΙΚΟΥ ΣΤΡΑΤΟΥ — [905, 1685, 1083, 1714]
prov-number: 626 — [448, 1001, 466, 1014]
port-header: ΛΙΜΕΝΙΚΗ ΚΙΝΗΣΙΣ — [247, 341, 416, 361]
gen2-text: Προκηρύσσομεν μειοδοτικὴν δημοπρασίαν πρὸς προμήθειαν πενήντα χιλιάδων (50.000) ὀκάδων ἀσβέστου καλῆς ποιότητος τὴν 25ην τρέχοντος καὶ ὥραν 11-12 π.μ. ἐν τῷ γραφείῳ τῆς Γ.Δ.Ε.Μ. Τμῆμα Ἐφοδιασμοῦ. — [448, 762, 692, 835]
national-text: Ἐκ χρυσῶν 4 1881 5 ο/ο 3625 — 1884 5 ο/ο 3625 Μονοπωλίων 3025, Πάγιον 2075 Λαρίσσης 3450 — Ἐθν. Δάνειον 320. Νέα δραχμαὶ: Ἐκτάκτων 80. — Ἐκπατριστικῶν 80. 30. — [14, 426, 219, 500]
gen-text: Ἡ Γ.Δ.Ε.Μ. προκηρύσσει πρόχειρον μειοδοτικὴν διαγωνισμὸν τὴν 23ην τρέχοντος ἡμέραν Τετάρτην καὶ ὥραν 11-12 π.μ. ἐν τοῖς Γραφείοις αὐτῆς, (Τμῆμα Μεταφορῶν) διὰ τὴν μεταφορὰν 250,000 τούβλων ἐκ τοῦ τουβλοποιείου Κ. Κουδρῆ (Καυλαρὰ) εἰς Συνοικισμὸν Ν. Μαλγάραν. — [448, 615, 692, 703]
fx-row — [14, 290, 219, 305]
column-divider — [440, 58, 442, 1298]
column-divider — [698, 58, 700, 2158]
fx-rate: 3.22 — [198, 186, 219, 199]
ad-sam-title: ΑΤΜΟΠΛΟΪΑ ΣΑΜΟΥ ΥΙΩΝ Δ. ΙΓΓΛΕΣΗ — [56, 1375, 392, 1395]
ad-nord-sub: ΤΑΚΤΙΚΑΙ ΑΝΑΧΩΡΗΣΕΙΣ ΔΙΑ ΛΟΝΔΙΝΟΝ - ΧΟΥΛΗΝ - ΑΜΒΕΡΣΑΝ - ΡΟΤΤΕΡΔΑΜ - ΑΜΣΤΕΡΔΑΜ — [14, 837, 434, 868]
admin-sub: ΑΝΑΚΟΙΝΩΘΕΝ ΠΕΡΙ ΥΔΡΟΜΕΤΡΩΝ — [1111, 1587, 1327, 1601]
main-col1-p3: Οἱ ἐκλογεῖς προτείνουν τοὺς ὑποψηφίους Συμβούλους, οἱ ὁποῖοι πρέπει νὰ εἶναι 25 ἐτῶν τοὐλάχιστον καὶ ἐγγεγραμμένοι εἰς τοὺς ἐκλογικοὺς καταλόγους τῆς Κοινότητος. Ἡ ἀριθμὸς τῶν προτεινόντων δύναται νὰ ἀνέλθῃ καὶ εἰς τὸ διπλάσιον τῶν ἐκλεκτῶν. Ἡ δὲ δήλωσις γίνεται πρὸς τὸν Πρόεδρον τῆς Κοινότητος μέχρι τῆς 10ης Ὀκτωβρίου. — [704, 712, 917, 831]
fx-currency: Λίρα Τουρκίας — [14, 291, 83, 304]
main-col2-p2: Εἰς τὸν Δῆμον Θεσ]νίκης, τοῦ ὁποίου ὁ πληθυσμὸς ὑπερβαίνει τὰς 100,000 κατοίκων, θὰ ἐκλεγῇ ὁ Δήμαρχος διὰ τὴν πρώτην φορὰν εὐθέως ὑπὸ τῶν Δημοτῶν. Εἰς τοὺς λοιποὺς Δήμους τῆς Μακεδονίας, θὰ ἐκλεγῶσι Δημοτικοὶ Σύμβουλοι ἐκ τῶν ὁποίων ἐκλέγεται ὁ Δήμαρχος. Πλὴν τοῦ Δημάρχου, ἐκλέγονται καὶ Πάρεδροι. Οἱ Δημοτικοὶ Σύμβουλοι θὰ εἶναι 25 διὰ τοὺς Δήμους ἄνω τῶν 100,000 κατοίκων, 21 διὰ τοὺς ἀπὸ 30,000 καὶ 18 διὰ τοὺς κάτω τῶν 30,000 κατοίκων. — [927, 452, 1140, 632]
fx-row — [14, 261, 219, 276]
fx-currency: Λεῖ — [14, 216, 31, 229]
main-col4-p2: Ἐκεῖ ὅπου θὰ πρέπει νὰ ψηφίσουν οἱ ἐκλογεῖς εἶναι τὸ ψηφοδέλτιον τῶν Δημ. καὶ Κοιν. Συμβούλων καὶ τὸ ψηφοδέλτιον τοῦ Δημάρχου. Εἰς δὲ τὰς Κοινότητας μόνον τὸ ψηφοδέλτιον τῶν Κοιν. Συμβούλων. Ἐντὸς τῆς ἐκλογικῆς περιφερείας θὰ ἐκλεγοῦν οἱ πλειοψηφοῦντες. Π. χ. Προκειμένου περὶ τριακονταμελοῦς Δημ. Συμβουλίου θὰ ἐκλεγῶσιν οἱ 30 πλειοψηφήσαντες. — [1373, 463, 1586, 597]
bank-header: ΕΘΝΙΚΗ ΤΡΑΠΕΖΑ ΤΗΣ ΕΛΛΑΔΟΣ — [719, 1250, 869, 1286]
main-col4-p1: χειάζεται καὶ διὰ λευκοῦ τοὺς Δημ. Συμβούλους. Οἱ ἐκλογεῖς τῆς Κοινότητος θὰ ψηφίσουν διὰ τῶν αὐτῶν ψηφοδελτίων καὶ τοὺς Κοιν. Συμβούλους. Ὁ ἐκλογεὺς μεταβαίνων εἰς τὴν ψηφοφορίαν ὀφείλει νὰ ἔχῃ μαζί του τὰ ψηφοδέλτια τὰ ὁποῖα ἐπιθυμεῖ, γράφων ἐπ' αὐτῶν τὰ ὀνόματα τῶν ὑποψηφίων, ἢ δίδων λευκὸν καὶ ἐπὶ τοῦ ὁποίου γράφει ὁ ἴδιος τὰ ὀνόματα. — [1373, 325, 1586, 459]
bigad-footer2: Κινητῆρων Μηχανῶν Πετρελαίου, Ἀτμομηχανῶν, Ὀρυκτελαίων καὶ Εἰδῶν Μηχανοστασίων. — [142, 2042, 562, 2055]
fx-header: ΧΡΗΜΑΤΑΓΟΡΑ ΘΕΣ]ΝΙΚΗΣ — [14, 142, 173, 156]
bigad-item: Βον) Ἀτμομηχανῶν τῶν ἰδίων Ἐργοστασίων καὶ Ἀατμολεβήτων. — [22, 1886, 301, 1899]
memorial-sub: ΜΝΗΜΟΣΥΝΟΝ — [502, 97, 638, 116]
ad-pal-ship: ΠΗΝΕΙΟΣ — [167, 1228, 281, 1250]
